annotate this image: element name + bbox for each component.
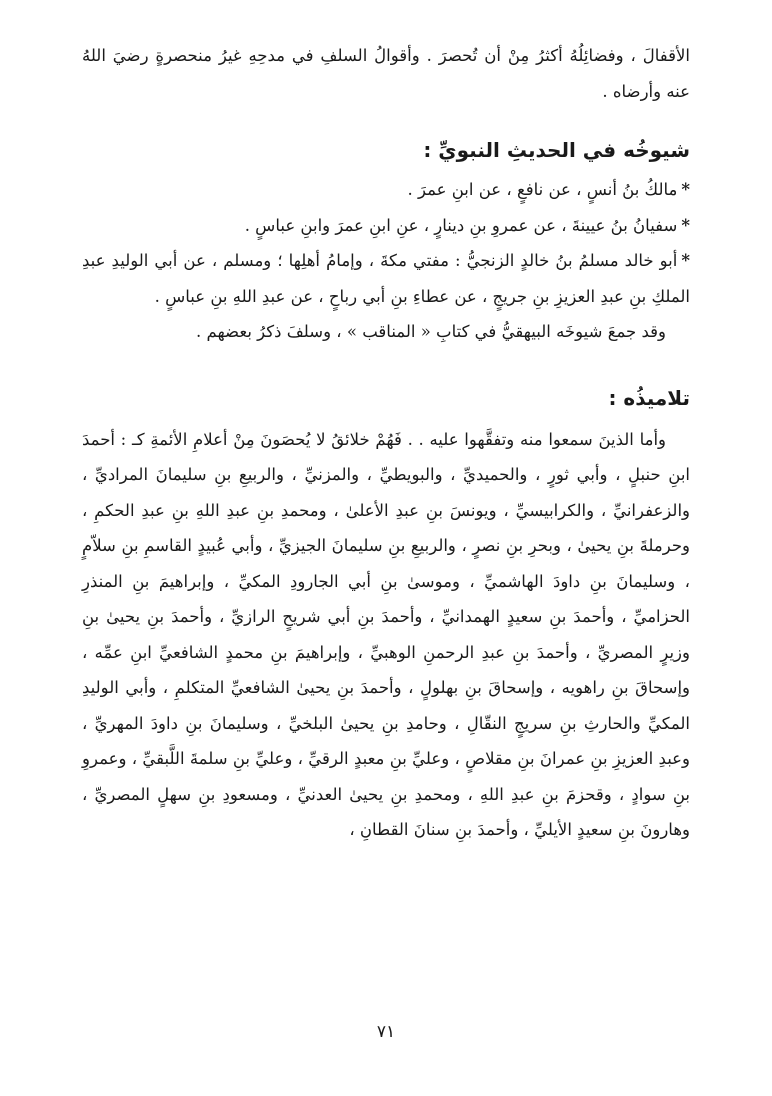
teacher-item-2 (82, 208, 690, 244)
teachers-heading: شيوخُه في الحديثِ النبويِّ : (423, 138, 690, 162)
bullet-star-icon: * (681, 180, 690, 199)
teacher-item-1 (82, 172, 690, 208)
bullet-star-icon: * (681, 215, 690, 235)
page-body (82, 38, 690, 848)
teachers-note: وقد جمعَ شيوخَه البيهقيُّ في كتابِ « المناقب » ، وسلفَ ذكرُ بعضهم . (195, 322, 666, 341)
intro-paragraph: الأقفالَ ، وفضائِلُهُ أكثرُ مِنْ أن تُحصرَ . وأقوالُ السلفِ في مدحِهِ غيرُ منحصرةٍ رضيَ اللهُ عنه وأرضاه . (82, 46, 690, 101)
teacher-item-3 (82, 243, 690, 314)
students-heading: تلاميذُه : (608, 385, 690, 410)
teacher-item-text: أبو خالد مسلمُ بنُ خالدٍ الزنجيُّ : مفتي مكةَ ، وإمامُ أهلِها ؛ ومسلم ، عن أبي الوليدِ عبدِ الملكِ بنِ عبدِ العزيزِ بنِ جريجٍ ، عن عطاءِ بنِ أبي رباحٍ ، عن عبدِ اللهِ بنِ عباسٍ . (82, 251, 690, 306)
bullet-star-icon: * (681, 251, 690, 270)
teacher-item-text: مالكُ بنُ أنسٍ ، عن نافعٍ ، عن ابنِ عمرَ . (407, 180, 678, 199)
teacher-item-text: سفيانُ بنُ عيينةَ ، عن عمروِ بنِ دينارٍ ، عنِ ابنِ عمرَ وابنِ عباسٍ . (244, 215, 678, 235)
page-number: ٧١ (376, 1022, 396, 1042)
students-paragraph: وأما الذينَ سمعوا منه وتفقَّهوا عليه . . فَهُمْ خلائقُ لا يُحصَونَ مِنْ أعلامِ الأئمةِ كـ : أحمدَ ابنِ حنبلٍ ، وأبي ثورٍ ، والحميديِّ ، والبويطيِّ ، والمزنيِّ ، والربيعِ بنِ سليمانَ المراديِّ ، والزعفرانيِّ ، والكرابيسيِّ ، ويونسَ بنِ عبدِ الأعلىٰ ، ومحمدِ بنِ عبدِ اللهِ بنِ عبدِ الحكمِ ، وحرملةَ بنِ يحيىٰ ، وبحرِ بنِ نصرٍ ، والربيعِ بنِ سليمانَ الجيزيِّ ، وأبي عُبيدٍ القاسمِ بنِ سلاّمٍ ، وسليمانَ بنِ داودَ الهاشميِّ ، وموسىٰ بنِ أبي الجارودِ المكيِّ ، وإبراهيمَ بنِ المنذرِ الحزاميِّ ، وأحمدَ بنِ سعيدٍ الهمدانيِّ ، وأحمدَ بنِ أبي شريحٍ الرازيِّ ، وأحمدَ بنِ يحيىٰ بنِ وزيرٍ المصريِّ ، وأحمدَ بنِ عبدِ الرحمنِ الوهبيِّ ، وإبراهيمَ بنِ محمدٍ الشافعيِّ ابنِ عمِّه ، وإسحاقَ بنِ راهويه ، وإسحاقَ بنِ بهلولٍ ، وأحمدَ بنِ يحيىٰ الشافعيِّ المتكلمِ ، وأبي الوليدِ المكيِّ والحارثِ بنِ سريجٍ النقّالِ ، وحامدِ بنِ يحيىٰ البلخيِّ ، وسليمانَ بنِ داودَ المهريِّ ، وعبدِ العزيزِ بنِ عمرانَ بنِ مقلاصٍ ، وعليِّ بنِ معبدٍ الرقيِّ ، وعليِّ بنِ سلمةَ اللَّبقيِّ ، وعمروِ بنِ سوادٍ ، وقحزمَ بنِ عبدِ اللهِ ، ومحمدِ بنِ يحيىٰ العدنيِّ ، ومسعودِ بنِ سهلٍ المصريِّ ، وهارونَ بنِ سعيدٍ الأيليِّ ، وأحمدَ بنِ سنانَ القطانِ ، (82, 429, 690, 839)
